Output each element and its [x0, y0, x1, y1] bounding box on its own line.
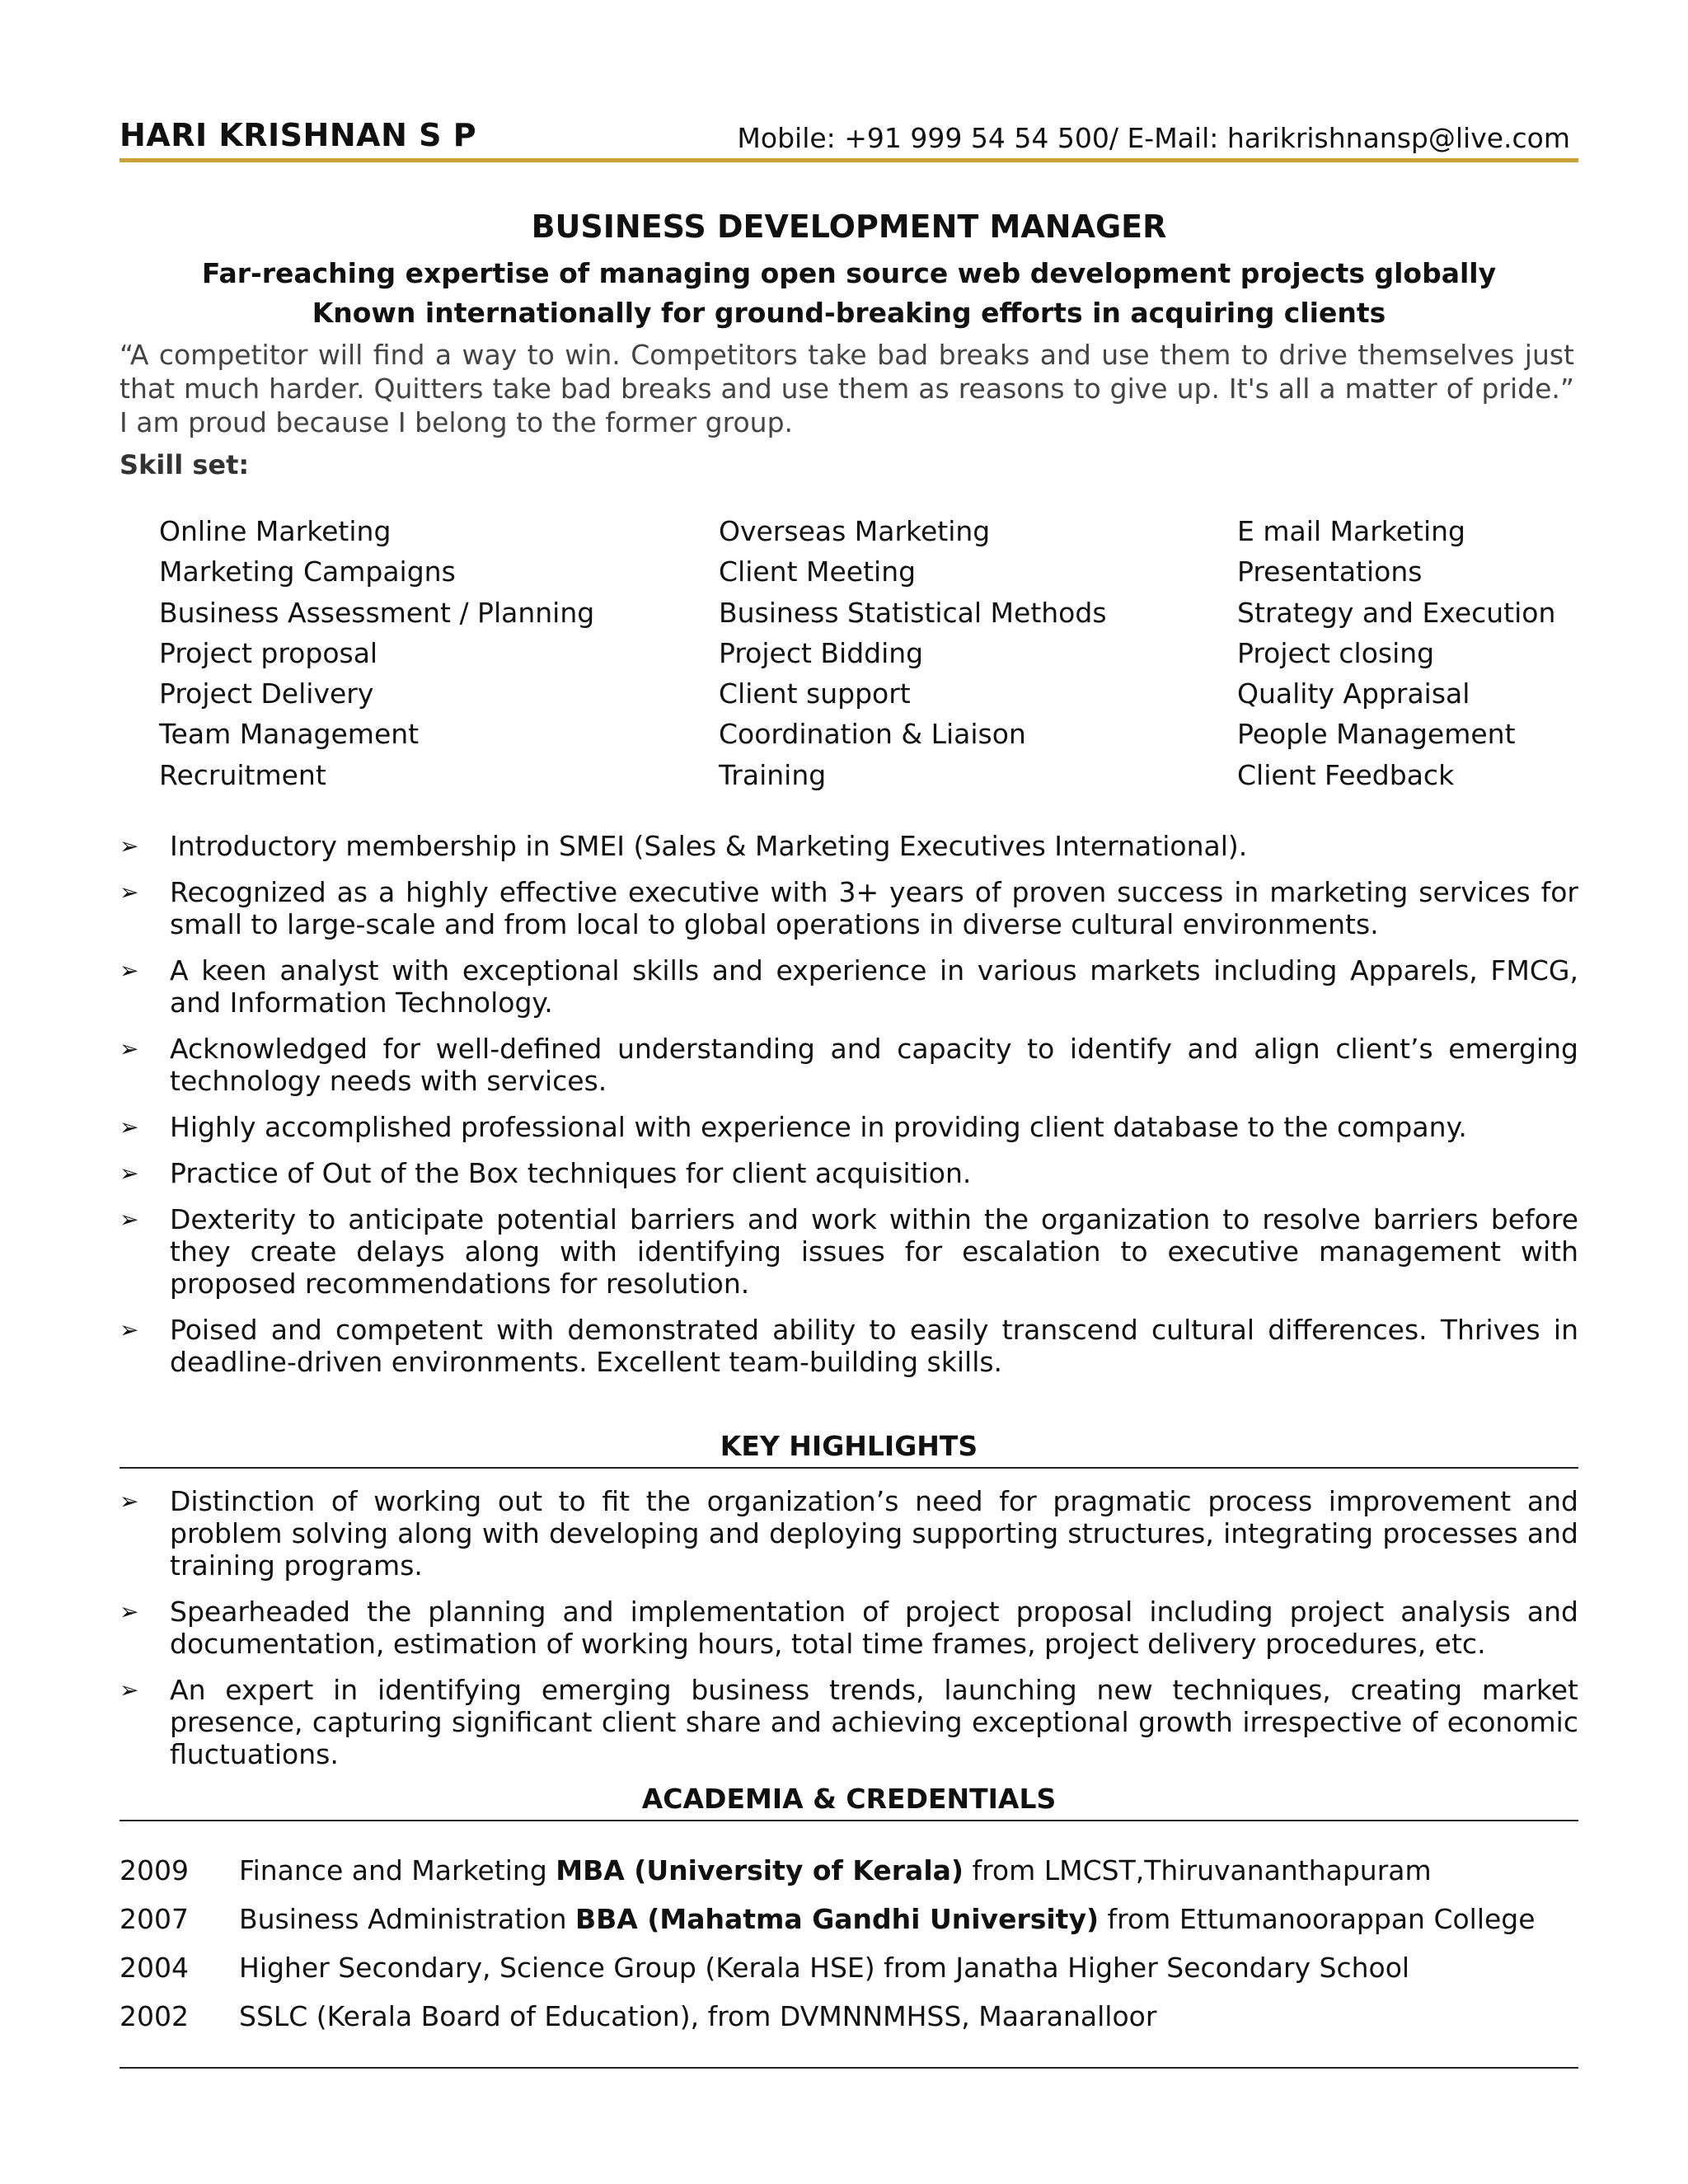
key-highlights-heading: KEY HIGHLIGHTS	[720, 1430, 978, 1462]
bullet-text: Spearheaded the planning and implementation of project proposal including project analysis and documentation, estimation of working hours, total time frames, project delivery procedures, etc.	[170, 1596, 1578, 1660]
education-text: Finance and Marketing	[239, 1854, 556, 1886]
tagline-1: Far-reaching expertise of managing open source web development projects globally	[201, 257, 1497, 289]
skill-item: Business Statistical Methods	[719, 596, 1107, 629]
bullet-text: Recognized as a highly effective executive with 3+ years of proven success in marketing services for small to large-scale and from local to global operations in diverse cultural environments.	[170, 876, 1578, 940]
bullet-text: Acknowledged for well-defined understanding and capacity to identify and align client’s emerging technology needs with services.	[170, 1033, 1578, 1097]
skills-label: Skill set:	[120, 449, 250, 480]
education-description	[239, 1903, 1536, 1935]
bullet-text: Dexterity to anticipate potential barriers and work within the organization to resolve barriers before they create delays along with identifying issues for escalation to executive management with proposed recommendations for resolution.	[170, 1203, 1578, 1300]
skill-item: Overseas Marketing	[719, 515, 991, 547]
education-text: Higher Secondary, Science Group (Kerala HSE) from Janatha Higher Secondary School	[239, 1952, 1410, 1984]
arrow-bullet-icon: ➢	[120, 832, 139, 860]
bullet-text: Poised and competent with demonstrated ability to easily transcend cultural differences. Thrives in deadline-driven environments. Excellent team-building skills.	[170, 1314, 1578, 1378]
academia-heading: ACADEMIA & CREDENTIALS	[641, 1783, 1057, 1815]
highlight-bullet	[120, 1674, 1578, 1770]
skill-item: Client Feedback	[1237, 758, 1455, 791]
education-description	[239, 1854, 1432, 1886]
skill-item: Coordination & Liaison	[719, 718, 1026, 751]
summary-bullet	[120, 1033, 1578, 1097]
skill-item: Client support	[719, 677, 911, 710]
skill-item: Online Marketing	[159, 515, 392, 547]
skill-item: E mail Marketing	[1237, 515, 1466, 547]
education-year: 2007	[120, 1903, 189, 1935]
skill-item: Presentations	[1237, 555, 1423, 588]
bullet-text: Practice of Out of the Box techniques for client acquisition.	[170, 1157, 972, 1189]
candidate-name: HARI KRISHNAN S P	[120, 117, 477, 153]
skill-item: Training	[719, 758, 827, 791]
summary-bullet	[120, 1111, 1578, 1143]
education-year: 2002	[120, 2000, 189, 2032]
tagline-2: Known internationally for ground-breaking efforts in acquiring clients	[312, 297, 1386, 329]
education-degree: MBA (University of Kerala)	[556, 1854, 964, 1886]
education-description	[239, 2000, 1156, 2032]
arrow-bullet-icon: ➢	[120, 1160, 139, 1187]
skill-item: Marketing Campaigns	[159, 555, 456, 588]
summary-bullet	[120, 1203, 1578, 1300]
skill-item: Project proposal	[159, 636, 378, 669]
education-institution: from LMCST,Thiruvananthapuram	[963, 1854, 1432, 1886]
bullet-text: Distinction of working out to fit the organization’s need for pragmatic process improvement and problem solving along with developing and deploying supporting structures, integrating processes and training programs.	[170, 1485, 1578, 1582]
footer-divider	[120, 2067, 1578, 2069]
section-divider	[120, 1467, 1578, 1469]
summary-bullet	[120, 876, 1578, 940]
arrow-bullet-icon: ➢	[120, 1676, 139, 1704]
bullet-text: Introductory membership in SMEI (Sales & Marketing Executives International).	[170, 830, 1248, 862]
skill-item: Strategy and Execution	[1237, 596, 1556, 629]
arrow-bullet-icon: ➢	[120, 1035, 139, 1062]
skill-item: People Management	[1237, 718, 1516, 751]
quote-paragraph: “A competitor will find a way to win. Competitors take bad breaks and use them to drive themselves just that much harder. Quitters take bad breaks and use them as reasons to give up. It's all a matter of pride.” I am proud because I belong to the former group.	[120, 339, 1574, 438]
bullet-text: A keen analyst with exceptional skills and experience in various markets including Apparels, FMCG, and Information Technology.	[170, 954, 1578, 1019]
section-divider	[120, 1820, 1578, 1821]
education-text: SSLC (Kerala Board of Education), from DVMNNMHSS, Maaranalloor	[239, 2000, 1157, 2032]
education-institution: from Ettumanoorappan College	[1099, 1903, 1536, 1935]
key-highlights-list	[120, 1485, 1578, 1784]
highlight-bullet	[120, 1485, 1578, 1582]
summary-bullet	[120, 1314, 1578, 1378]
skill-item: Team Management	[159, 718, 420, 751]
education-degree: BBA (Mahatma Gandhi University)	[574, 1903, 1100, 1935]
bullet-text: An expert in identifying emerging business trends, launching new techniques, creating market presence, capturing significant client share and achieving exceptional growth irrespective of economic fluctuations.	[170, 1674, 1578, 1770]
arrow-bullet-icon: ➢	[120, 957, 139, 984]
education-text: Business Administration	[239, 1903, 575, 1935]
highlight-bullet	[120, 1596, 1578, 1660]
skills-column-2	[719, 511, 1107, 795]
role-title: BUSINESS DEVELOPMENT MANAGER	[531, 209, 1167, 245]
skill-item: Quality Appraisal	[1237, 677, 1470, 710]
arrow-bullet-icon: ➢	[120, 1598, 139, 1625]
skill-item: Client Meeting	[719, 555, 917, 588]
arrow-bullet-icon: ➢	[120, 1488, 139, 1515]
header-divider	[120, 158, 1578, 162]
skill-item: Project Bidding	[719, 636, 924, 669]
summary-bullet	[120, 954, 1578, 1019]
education-description	[239, 1952, 1409, 1984]
skill-item: Business Assessment / Planning	[159, 596, 595, 629]
arrow-bullet-icon: ➢	[120, 879, 139, 906]
skill-item: Project closing	[1237, 636, 1435, 669]
arrow-bullet-icon: ➢	[120, 1316, 139, 1343]
skills-column-3	[1237, 511, 1555, 795]
skill-item: Project Delivery	[159, 677, 374, 710]
summary-bullet	[120, 830, 1578, 862]
bullet-text: Highly accomplished professional with experience in providing client database to the company.	[170, 1111, 1467, 1143]
summary-bullet	[120, 1157, 1578, 1189]
skills-column-1	[159, 511, 594, 795]
education-year: 2009	[120, 1854, 189, 1886]
arrow-bullet-icon: ➢	[120, 1206, 139, 1233]
summary-bullet-list	[120, 830, 1578, 1392]
skill-item: Recruitment	[159, 758, 326, 791]
resume-header	[120, 117, 1578, 158]
education-year: 2004	[120, 1952, 189, 1984]
contact-info: Mobile: +91 999 54 54 500/ E-Mail: harikrishnansp@live.com	[737, 122, 1570, 154]
arrow-bullet-icon: ➢	[120, 1113, 139, 1141]
